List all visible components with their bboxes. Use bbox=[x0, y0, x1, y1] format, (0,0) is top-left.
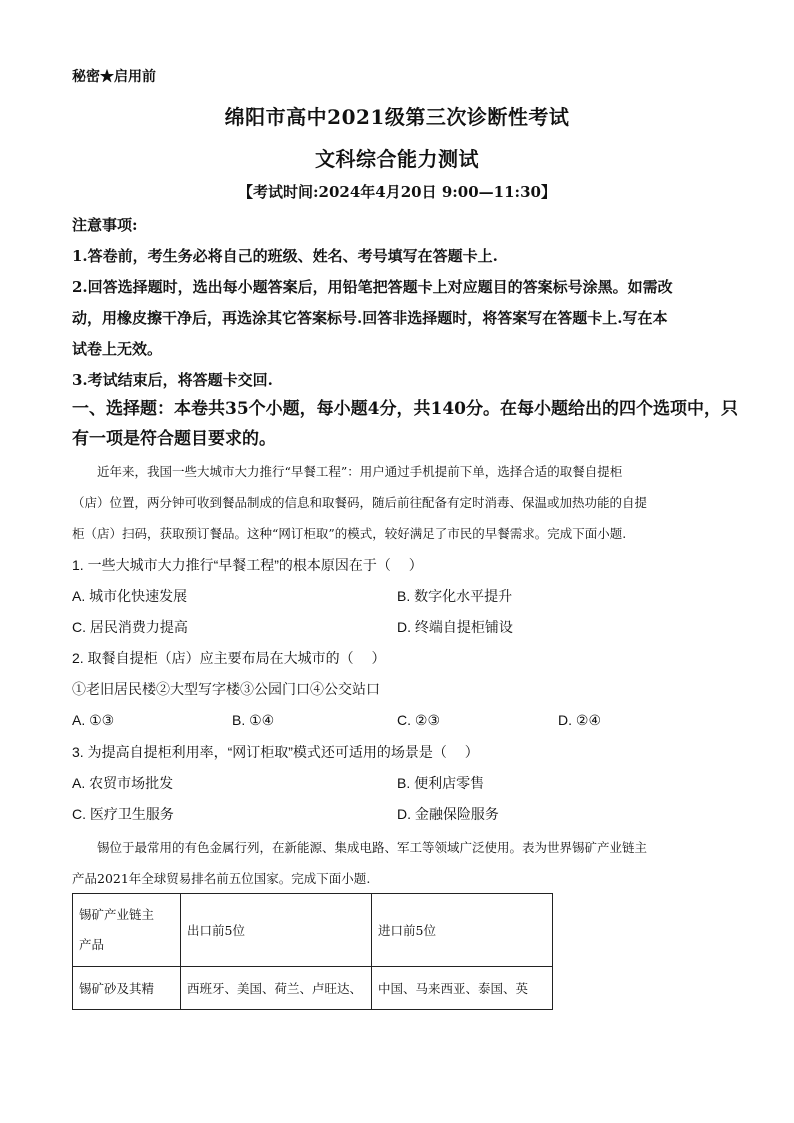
table-cell-import: 中国、马来西亚、泰国、英 bbox=[372, 967, 553, 1010]
question-2-option-b: B. ①④ bbox=[232, 712, 275, 728]
table-header-import: 进口前5位 bbox=[372, 894, 553, 967]
notes-line: 3.考试结束后，将答题卡交回. bbox=[72, 371, 273, 389]
material-paragraph bbox=[72, 832, 722, 894]
question-2-items: ①老旧居民楼②大型写字楼③公园门口④公交站口 bbox=[72, 681, 380, 697]
notes-heading: 注意事项: bbox=[72, 216, 138, 234]
notes-section bbox=[72, 210, 722, 396]
tin-trade-table bbox=[72, 893, 553, 1010]
question-2-stem: 2. 取餐自提柜（店）应主要布局在大城市的（ ） bbox=[72, 650, 386, 666]
table-cell-export: 西班牙、美国、荷兰、卢旺达、 bbox=[181, 967, 372, 1010]
section-line: 有一项是符合题目要求的。 bbox=[72, 429, 276, 449]
exam-title: 绵阳市高中2021级第三次诊断性考试 bbox=[224, 105, 570, 129]
material-line: 近年来，我国一些大城市大力推行“早餐工程”：用户通过手机提前下单，选择合适的取餐自提柜 bbox=[72, 464, 623, 479]
section-line: 一、选择题：本卷共35个小题，每小题4分，共140分。在每小题给出的四个选项中，只 bbox=[72, 399, 738, 419]
table-header-product bbox=[73, 894, 181, 967]
header-product-line: 锡矿产业链主 bbox=[79, 907, 155, 922]
secret-label: 秘密★启用前 bbox=[72, 69, 156, 85]
question-3-option-b: B. 便利店零售 bbox=[397, 775, 485, 791]
header-product-line: 产品 bbox=[79, 937, 105, 952]
material-line: 锡位于最常用的有色金属行列，在新能源、集成电路、军工等领域广泛使用。表为世界锡矿产业链主 bbox=[72, 840, 648, 855]
material-line: （店）位置，两分钟可收到餐品制成的信息和取餐码，随后前往配备有定时消毒、保温或加热功能的自提 bbox=[72, 495, 648, 510]
table-header-row bbox=[73, 894, 553, 967]
table-header-export: 出口前5位 bbox=[181, 894, 372, 967]
question-3-option-c: C. 医疗卫生服务 bbox=[72, 806, 174, 822]
question-1-stem: 1. 一些大城市大力推行“早餐工程”的根本原因在于（ ） bbox=[72, 557, 423, 573]
question-1-option-b: B. 数字化水平提升 bbox=[397, 588, 513, 604]
notes-line: 试卷上无效。 bbox=[72, 340, 163, 358]
question-1-option-a: A. 城市化快速发展 bbox=[72, 588, 188, 604]
table-row bbox=[73, 967, 553, 1010]
question-2-option-c: C. ②③ bbox=[397, 712, 440, 728]
material-paragraph bbox=[72, 456, 722, 549]
notes-line: 1.答卷前，考生务必将自己的班级、姓名、考号填写在答题卡上. bbox=[72, 247, 498, 265]
material-line: 产品2021年全球贸易排名前五位国家。完成下面小题. bbox=[72, 871, 371, 886]
question-3-stem: 3. 为提高自提柜利用率，“网订柜取”模式还可适用的场景是（ ） bbox=[72, 744, 479, 760]
notes-line: 动，用橡皮擦干净后，再选涂其它答案标号.回答非选择题时，将答案写在答题卡上.写在本 bbox=[72, 309, 668, 327]
question-2-option-a: A. ①③ bbox=[72, 712, 115, 728]
table-cell-product: 锡矿砂及其精 bbox=[73, 967, 181, 1010]
question-2-option-d: D. ②④ bbox=[558, 712, 601, 728]
question-1-option-c: C. 居民消费力提高 bbox=[72, 619, 188, 635]
question-3-option-d: D. 金融保险服务 bbox=[397, 806, 499, 822]
question-1-option-d: D. 终端自提柜铺设 bbox=[397, 619, 513, 635]
exam-subtitle: 文科综合能力测试 bbox=[315, 147, 479, 171]
material-line: 柜（店）扫码，获取预订餐品。这种“网订柜取”的模式，较好满足了市民的早餐需求。完成下面小题. bbox=[72, 526, 627, 541]
section-heading bbox=[72, 394, 738, 454]
question-3-option-a: A. 农贸市场批发 bbox=[72, 775, 174, 791]
exam-time: 【考试时间:2024年4月20日 9:00—11:30】 bbox=[238, 183, 556, 201]
notes-line: 2.回答选择题时，选出每小题答案后，用铅笔把答题卡上对应题目的答案标号涂黑。如需改 bbox=[72, 278, 673, 296]
